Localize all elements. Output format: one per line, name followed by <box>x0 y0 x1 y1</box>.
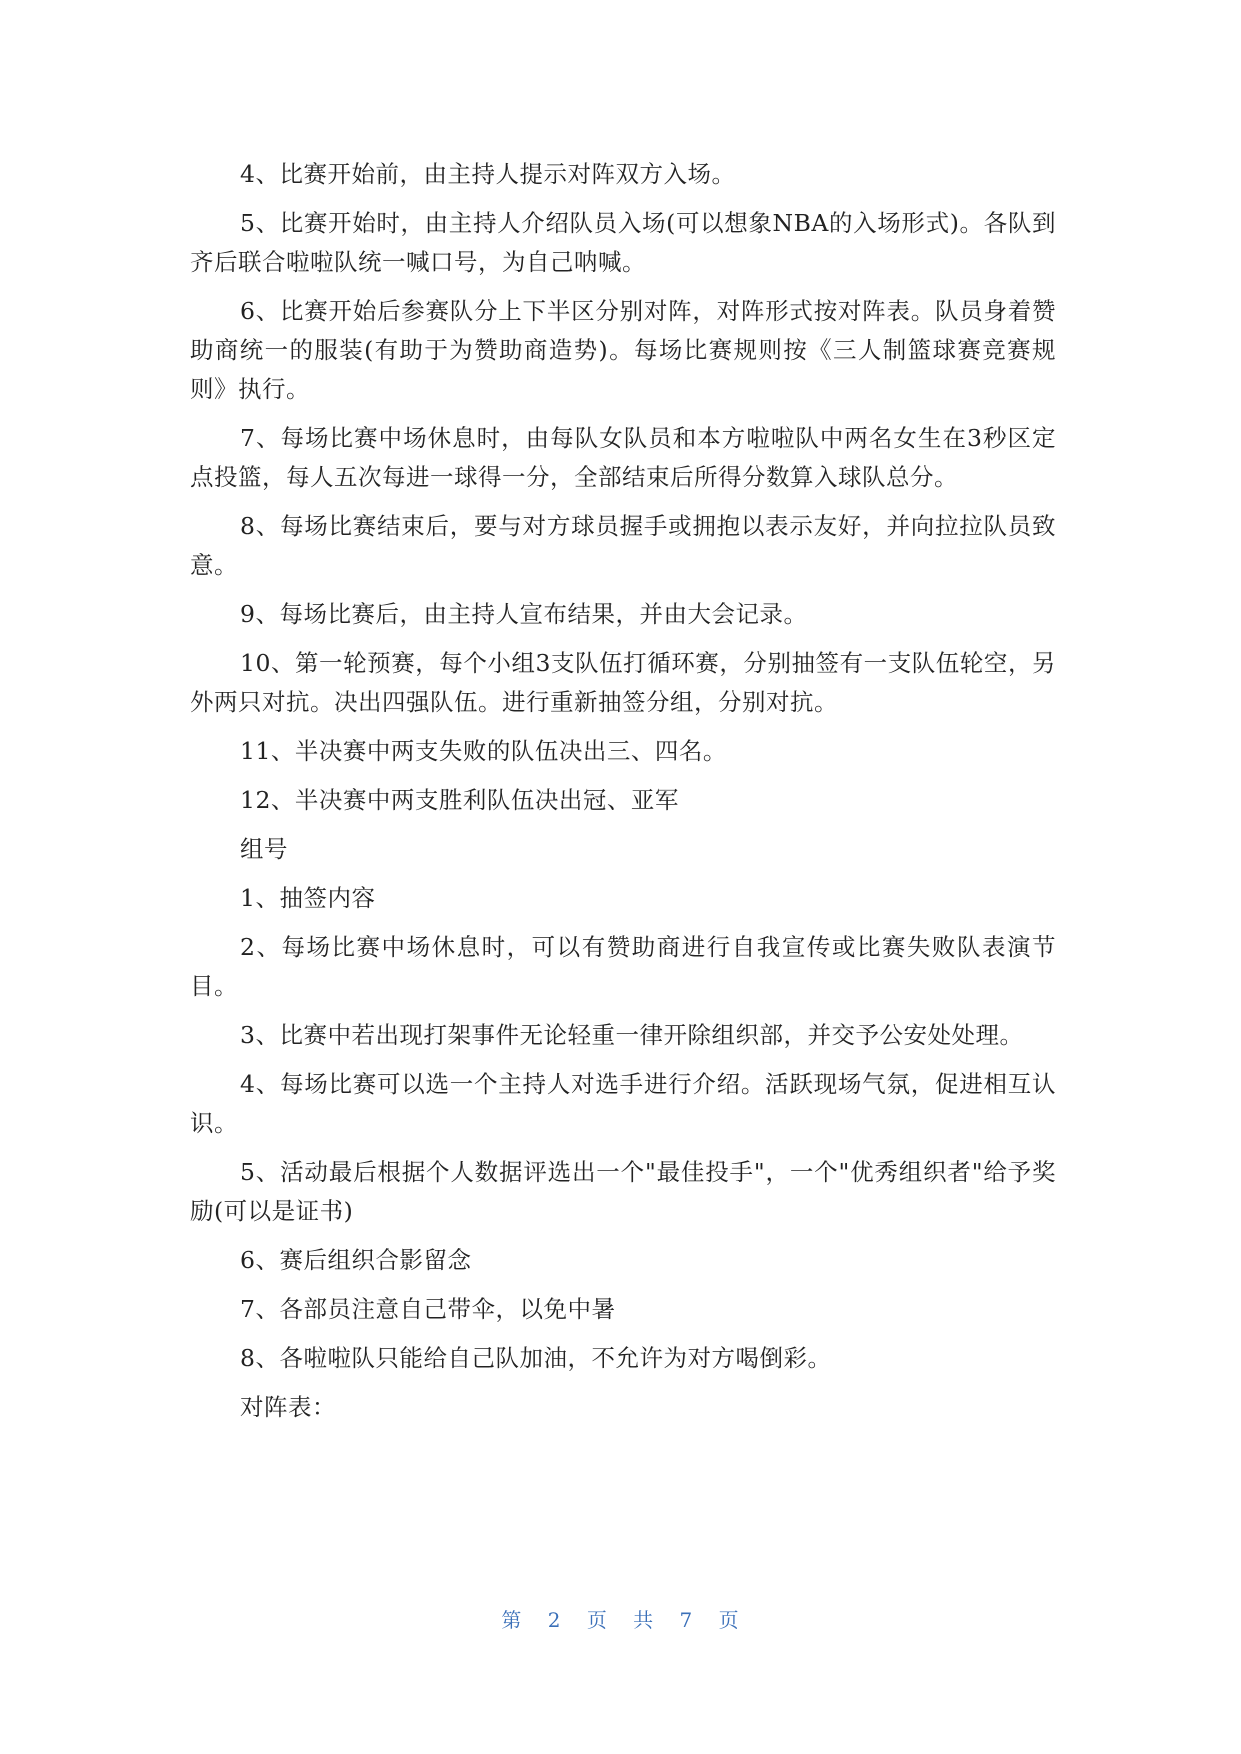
paragraph: 7、各部员注意自己带伞，以免中暑 <box>240 1295 616 1323</box>
paragraph: 1、抽签内容 <box>240 884 376 912</box>
document-body <box>190 155 1056 1437</box>
paragraph: 对阵表： <box>240 1393 336 1421</box>
paragraph: 12、半决赛中两支胜利队伍决出冠、亚军 <box>240 786 679 814</box>
paragraph: 4、比赛开始前，由主持人提示对阵双方入场。 <box>240 160 736 188</box>
paragraph: 4、每场比赛可以选一个主持人对选手进行介绍。活跃现场气氛，促进相互认识。 <box>190 1070 1056 1137</box>
paragraph: 11、半决赛中两支失败的队伍决出三、四名。 <box>240 737 727 765</box>
paragraph: 5、活动最后根据个人数据评选出一个"最佳投手"，一个"优秀组织者"给予奖励(可以是证书) <box>190 1158 1056 1225</box>
paragraph: 2、每场比赛中场休息时，可以有赞助商进行自我宣传或比赛失败队表演节目。 <box>190 933 1056 1000</box>
paragraph: 6、赛后组织合影留念 <box>240 1246 472 1274</box>
page-number-footer: 第 2 页 共 7 页 <box>501 1608 740 1632</box>
paragraph: 6、比赛开始后参赛队分上下半区分别对阵，对阵形式按对阵表。队员身着赞助商统一的服装(有助于为赞助商造势)。每场比赛规则按《三人制篮球赛竞赛规则》执行。 <box>190 297 1056 403</box>
paragraph: 3、比赛中若出现打架事件无论轻重一律开除组织部，并交予公安处处理。 <box>240 1021 1024 1049</box>
paragraph: 7、每场比赛中场休息时，由每队女队员和本方啦啦队中两名女生在3秒区定点投篮，每人五次每进一球得一分，全部结束后所得分数算入球队总分。 <box>190 424 1056 491</box>
paragraph: 8、各啦啦队只能给自己队加油，不允许为对方喝倒彩。 <box>240 1344 832 1372</box>
paragraph: 组号 <box>240 835 288 863</box>
paragraph: 8、每场比赛结束后，要与对方球员握手或拥抱以表示友好，并向拉拉队员致意。 <box>190 512 1056 579</box>
paragraph: 5、比赛开始时，由主持人介绍队员入场(可以想象NBA的入场形式)。各队到齐后联合啦啦队统一喊口号，为自己呐喊。 <box>190 209 1056 276</box>
paragraph: 10、第一轮预赛，每个小组3支队伍打循环赛，分别抽签有一支队伍轮空，另外两只对抗。决出四强队伍。进行重新抽签分组，分别对抗。 <box>190 649 1056 716</box>
paragraph: 9、每场比赛后，由主持人宣布结果，并由大会记录。 <box>240 600 808 628</box>
